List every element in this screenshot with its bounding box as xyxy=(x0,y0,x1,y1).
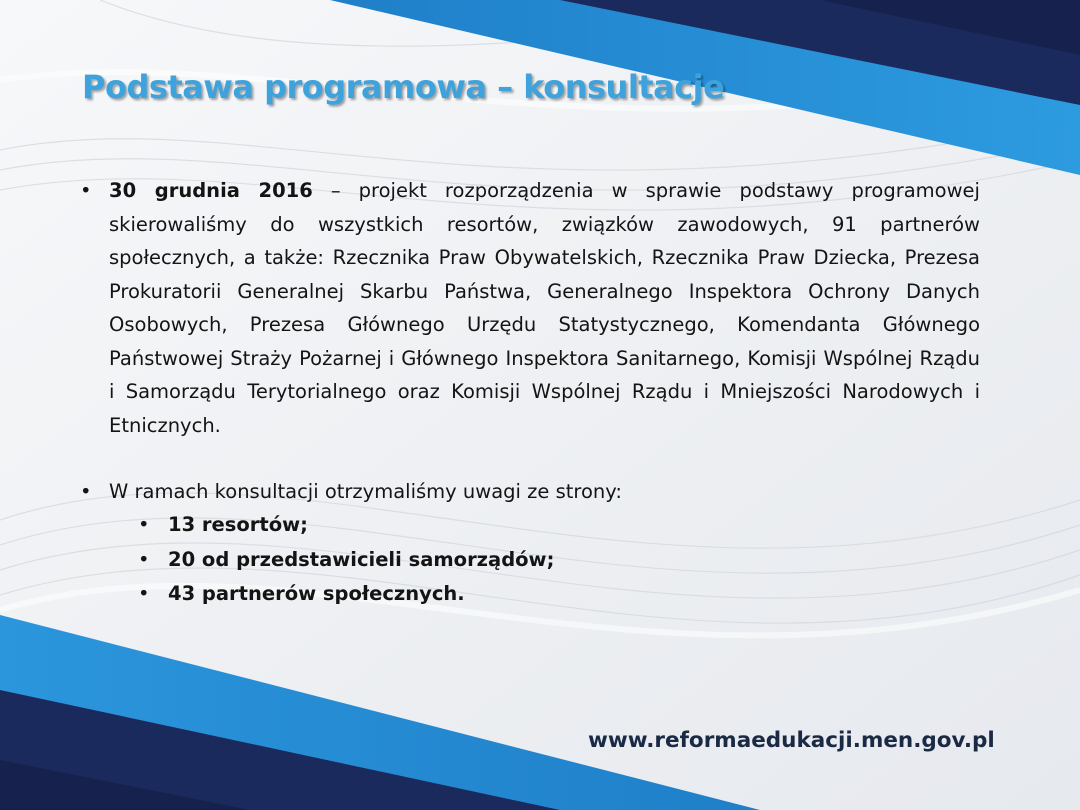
slide-title: Podstawa programowa – konsultacje xyxy=(82,68,725,106)
sub-bullet-marker: • xyxy=(138,513,150,536)
bullet-marker: • xyxy=(80,480,92,503)
sublist-item xyxy=(138,543,554,578)
bullet-body: – projekt rozporządzenia w sprawie podstawy programowej skierowaliśmy do wszystkich resortów, związków zawodowych, 91 partnerów społecznych, a także: Rzecznika Praw Obywatelskich, Rzecznika Praw Dziecka, Prezesa Prokuratorii Generalnej Skarbu Państwa, Generalnego Inspektora Ochrony Danych Osobowych, Prezesa Głównego Urzędu Statystycznego, Komendanta Głównego Państwowej Straży Pożarnej i Głównego Inspektora Sanitarnego, Komisji Wspólnej Rządu i Samorządu Terytorialnego oraz Komisji Wspólnej Rządu i Mniejszości Narodowych i Etnicznych. xyxy=(109,179,980,437)
bullet-consultation-results xyxy=(80,475,980,509)
sublist-item xyxy=(138,508,554,543)
sub-bullet-marker: • xyxy=(138,547,150,571)
sublist-item-text: 43 partnerów społecznych. xyxy=(168,582,465,605)
results-sublist xyxy=(138,508,554,612)
bullet-text xyxy=(109,174,980,442)
bullet-text: W ramach konsultacji otrzymaliśmy uwagi ze strony: xyxy=(109,480,622,503)
sublist-item-text: 13 resortów; xyxy=(168,513,308,536)
footer-url-link[interactable]: www.reformaedukacji.men.gov.pl xyxy=(588,728,995,753)
bullet-marker: • xyxy=(80,179,92,202)
sub-bullet-marker: • xyxy=(138,582,150,605)
sublist-item xyxy=(138,577,554,612)
bullet-date: 30 grudnia 2016 xyxy=(109,179,313,202)
bullet-consultation-recipients xyxy=(80,174,980,442)
sublist-item-text: 20 od przedstawicieli samorządów; xyxy=(168,547,555,571)
